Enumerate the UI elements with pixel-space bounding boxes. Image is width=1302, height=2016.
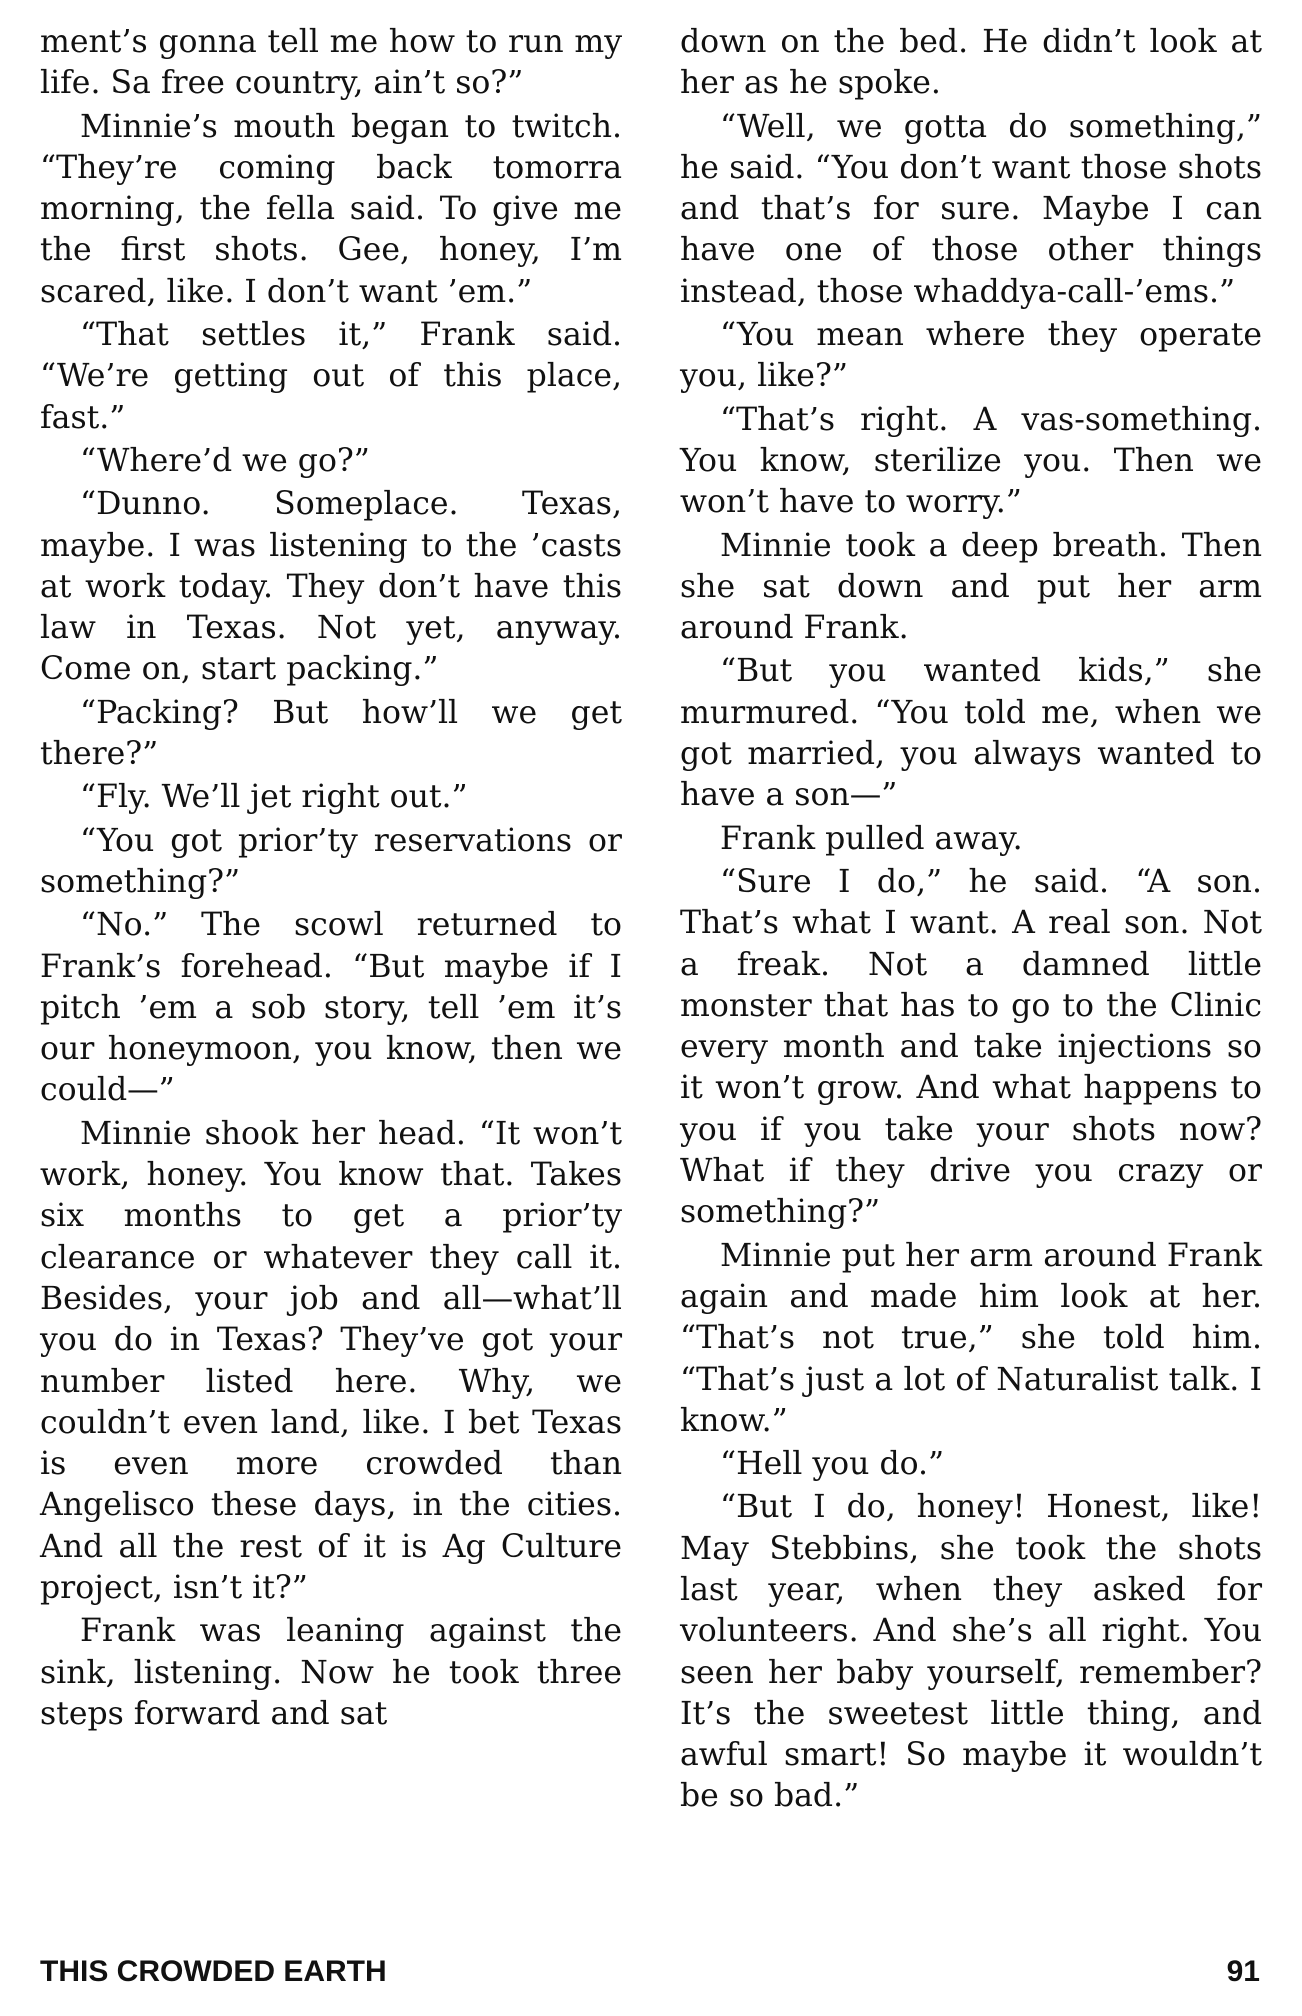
right-column	[680, 22, 1262, 1818]
paragraph: Minnie took a deep breath. Then she sat down and put her arm around Frank.	[680, 527, 1262, 647]
paragraph: “No.” The scowl returned to Frank’s forehead. “But maybe if I pitch ’em a sob story, tell ’em it’s our honeymoon, you know, then we could—”	[40, 907, 622, 1109]
paragraph: Minnie put her arm around Frank again and made him look at her. “That’s not true,” she told him. “That’s just a lot of Naturalist talk. I know.”	[680, 1237, 1262, 1439]
paragraph: “Well, we gotta do something,” he said. “You don’t want those shots and that’s for sure. Maybe I can have one of those other things instead, those whaddya-call-’ems.”	[680, 108, 1262, 310]
paragraph: “That’s right. A vas-something. You know, sterilize you. Then we won’t have to worry.”	[680, 401, 1262, 521]
paragraph: “Fly. We’ll jet right out.”	[80, 779, 468, 816]
paragraph: “You got prior’ty reservations or something?”	[40, 822, 622, 900]
page-number: 91	[1226, 1955, 1260, 1988]
paragraph: ment’s gonna tell me how to run my life. Sa free country, ain’t so?”	[40, 24, 622, 102]
paragraph: “Hell you do.”	[720, 1446, 945, 1483]
paragraph: “You mean where they operate you, like?”	[680, 317, 1262, 395]
paragraph: “Dunno. Someplace. Texas, maybe. I was listening to the ’casts at work today. They don’t have this law in Texas. Not yet, anyway. Come on, start packing.”	[40, 486, 622, 688]
page-footer	[40, 1948, 1260, 1996]
left-column	[40, 22, 622, 1735]
paragraph: “But you wanted kids,” she murmured. “You told me, when we got married, you always wanted to have a son—”	[680, 653, 1262, 814]
paragraph: Minnie shook her head. “It won’t work, honey. You know that. Takes six months to get a prior’ty clearance or whatever they call it. Besides, your job and all—what’ll you do in Texas? They’ve got your number listed here. Why, we couldn’t even land, like. I bet Texas is even more crowded than Angelisco these days, in the cities. And all the rest of it is Ag Culture project, isn’t it?”	[40, 1115, 622, 1606]
paragraph: “Packing? But how’ll we get there?”	[40, 694, 622, 773]
paragraph: Frank pulled away.	[720, 820, 1023, 857]
paragraph: “That settles it,” Frank said. “We’re getting out of this place, fast.”	[40, 317, 622, 436]
running-title: THIS CROWDED EARTH	[40, 1955, 387, 1988]
paragraph: Frank was leaning against the sink, listening. Now he took three steps forward and sat	[40, 1613, 622, 1732]
paragraph: “Sure I do,” he said. “A son. That’s what I want. A real son. Not a freak. Not a damned little monster that has to go to the Clinic every month and take injections so it won’t grow. And what happens to you if you take your shots now? What if they drive you crazy or something?”	[680, 863, 1262, 1231]
paragraph: down on the bed. He didn’t look at her as he spoke.	[680, 24, 1262, 102]
paragraph: “But I do, honey! Honest, like! May Stebbins, she took the shots last year, when they asked for volunteers. And she’s all right. You seen her baby yourself, remember? It’s the sweetest little thing, and awful smart! So maybe it wouldn’t be so bad.”	[680, 1489, 1262, 1815]
paragraph: Minnie’s mouth began to twitch. “They’re coming back tomorra morning, the fella said. To give me the first shots. Gee, honey, I’m scared, like. I don’t want ’em.”	[40, 108, 622, 310]
paragraph: “Where’d we go?”	[80, 442, 370, 479]
